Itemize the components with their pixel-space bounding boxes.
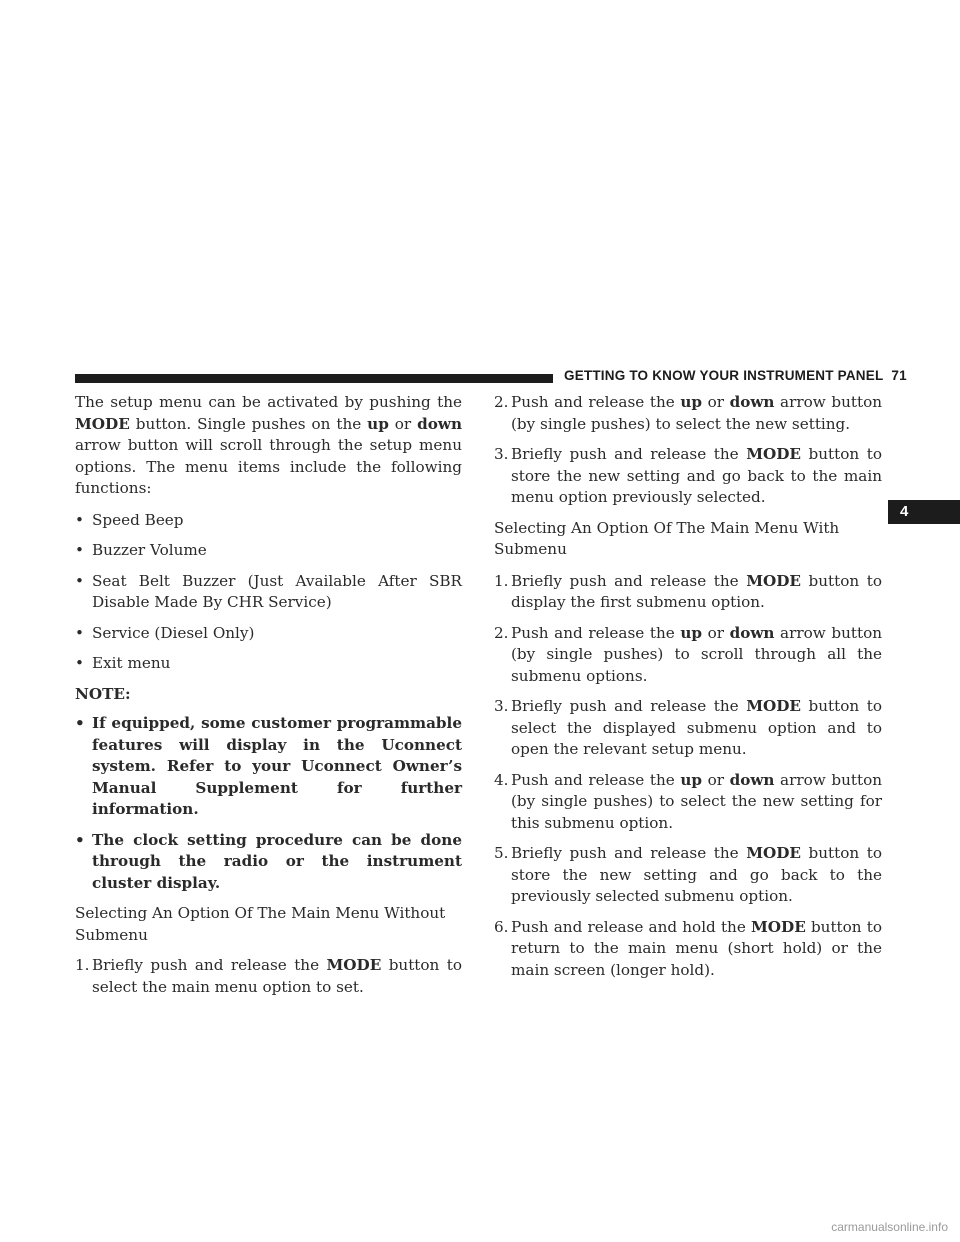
step-item: 2. Push and release the up or down arrow button (by single pushes) to scroll through all the submenu options. [494, 623, 882, 685]
note-label: NOTE: [75, 684, 131, 703]
note-item: • The clock setting procedure can be done through the radio or the instrument cluster display. [75, 830, 462, 895]
step-item: 1. Briefly push and release the MODE button to select the main menu option to set. [75, 956, 462, 996]
page-number: 71 [891, 368, 907, 383]
note-item: • If equipped, some customer programmable features will display in the Uconnect system. Refer to your Uconnect Owner’s Manual Supplement for further information. [75, 713, 462, 821]
step-item: 1. Briefly push and release the MODE button to display the first submenu option. [494, 571, 882, 611]
step-item: 5. Briefly push and release the MODE button to store the new setting and go back to the previously selected submenu option. [494, 844, 882, 905]
header-rule [75, 374, 553, 383]
step-item: 2. Push and release the up or down arrow button (by single pushes) to select the new setting. [494, 393, 882, 433]
chapter-tab: 4 [888, 500, 960, 524]
list-item: • Seat Belt Buzzer (Just Available After SBR Disable Made By CHR Service) [75, 571, 462, 614]
left-column [75, 392, 462, 1007]
list-item: • Speed Beep [75, 510, 462, 532]
running-header [564, 368, 907, 383]
right-column [494, 392, 882, 990]
step-item: 6. Push and release and hold the MODE button to return to the main menu (short hold) or the main screen (longer hold). [494, 917, 882, 979]
section-heading-without-submenu: Selecting An Option Of The Main Menu Without Submenu [75, 904, 446, 944]
step-item: 3. Briefly push and release the MODE button to store the new setting and go back to the main menu option previously selected. [494, 445, 882, 506]
watermark[interactable]: carmanualsonline.info [831, 1220, 948, 1234]
intro-paragraph: The setup menu can be activated by pushing the MODE button. Single pushes on the up or down arrow button will scroll through the setup menu options. The menu items include the following functions: [75, 393, 463, 497]
list-item: • Service (Diesel Only) [75, 623, 462, 645]
step-item: 4. Push and release the up or down arrow button (by single pushes) to select the new setting for this submenu option. [494, 770, 882, 832]
step-item: 3. Briefly push and release the MODE button to select the displayed submenu option and to open the relevant setup menu. [494, 697, 882, 758]
section-heading-with-submenu: Selecting An Option Of The Main Menu With Submenu [494, 518, 840, 558]
list-item: • Buzzer Volume [75, 540, 462, 562]
header-title: GETTING TO KNOW YOUR INSTRUMENT PANEL [564, 368, 884, 383]
list-item: • Exit menu [75, 653, 462, 675]
